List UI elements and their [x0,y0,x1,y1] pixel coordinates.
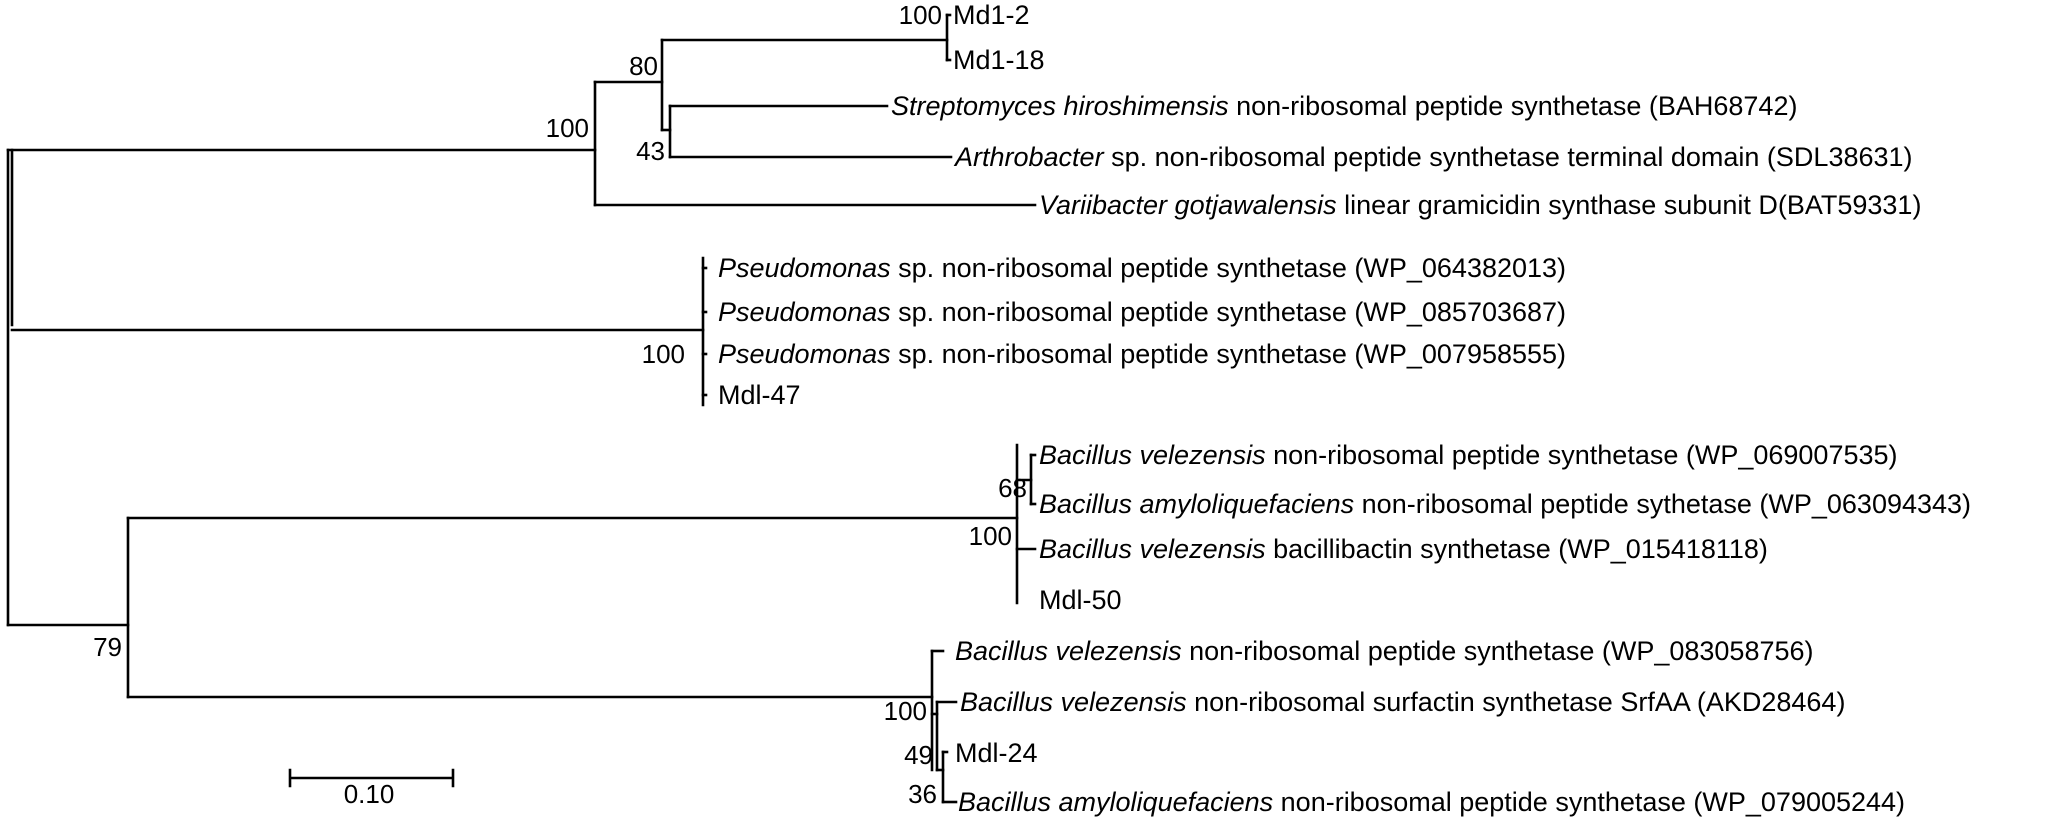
bootstrap-node-49: 49 [904,740,933,770]
leaf-pseudomonas-3: Pseudomonas sp. non-ribosomal peptide synthetase (WP_007958555) [718,339,1567,369]
leaf-md1-2: Md1-2 [953,0,1030,30]
bootstrap-md1-pair: 100 [898,0,942,30]
bootstrap-values [93,0,1027,809]
leaf-variibacter: Variibacter gotjawalensis linear gramicidin synthase subunit D(BAT59331) [1039,190,1922,220]
bootstrap-node-79: 79 [93,632,122,662]
leaf-bvel-4: Bacillus velezensis non-ribosomal surfactin synthetase SrfAA (AKD28464) [960,687,1846,717]
bootstrap-node-36: 36 [908,779,937,809]
bootstrap-top-clade: 100 [545,113,589,143]
scale-bar [290,770,453,809]
leaf-mdl-50: Mdl-50 [1039,585,1122,615]
leaf-bvel-2: Bacillus velezensis bacillibactin synthetase (WP_015418118) [1039,534,1768,564]
leaf-pseudomonas-1: Pseudomonas sp. non-ribosomal peptide synthetase (WP_064382013) [718,253,1567,283]
scale-bar-label: 0.10 [343,779,395,809]
bootstrap-node-43: 43 [636,136,665,166]
leaf-bvel-3: Bacillus velezensis non-ribosomal peptide synthetase (WP_083058756) [955,636,1814,666]
leaf-bvel-1: Bacillus velezensis non-ribosomal peptide synthetase (WP_069007535) [1039,440,1898,470]
bootstrap-node-68: 68 [998,473,1027,503]
leaf-mdl-24: Mdl-24 [955,738,1038,768]
branches [8,15,1035,802]
leaf-bamy-2: Bacillus amyloliquefaciens non-ribosomal peptide synthetase (WP_079005244) [958,787,1906,817]
leaf-mdl-47: Mdl-47 [718,380,801,410]
leaf-arthrobacter: Arthrobacter sp. non-ribosomal peptide synthetase terminal domain (SDL38631) [955,142,1913,172]
leaf-labels [718,0,1971,817]
leaf-streptomyces: Streptomyces hiroshimensis non-ribosomal peptide synthetase (BAH68742) [891,91,1798,121]
leaf-md1-18: Md1-18 [953,45,1045,75]
bootstrap-pseudomonas: 100 [641,339,685,369]
leaf-pseudomonas-2: Pseudomonas sp. non-ribosomal peptide synthetase (WP_085703687) [718,297,1567,327]
bootstrap-node-80: 80 [629,51,658,81]
leaf-bamy-1: Bacillus amyloliquefaciens non-ribosomal peptide sythetase (WP_063094343) [1039,489,1972,519]
bootstrap-bacillus-upper: 100 [968,521,1012,551]
bootstrap-bacillus-lower: 100 [883,696,927,726]
